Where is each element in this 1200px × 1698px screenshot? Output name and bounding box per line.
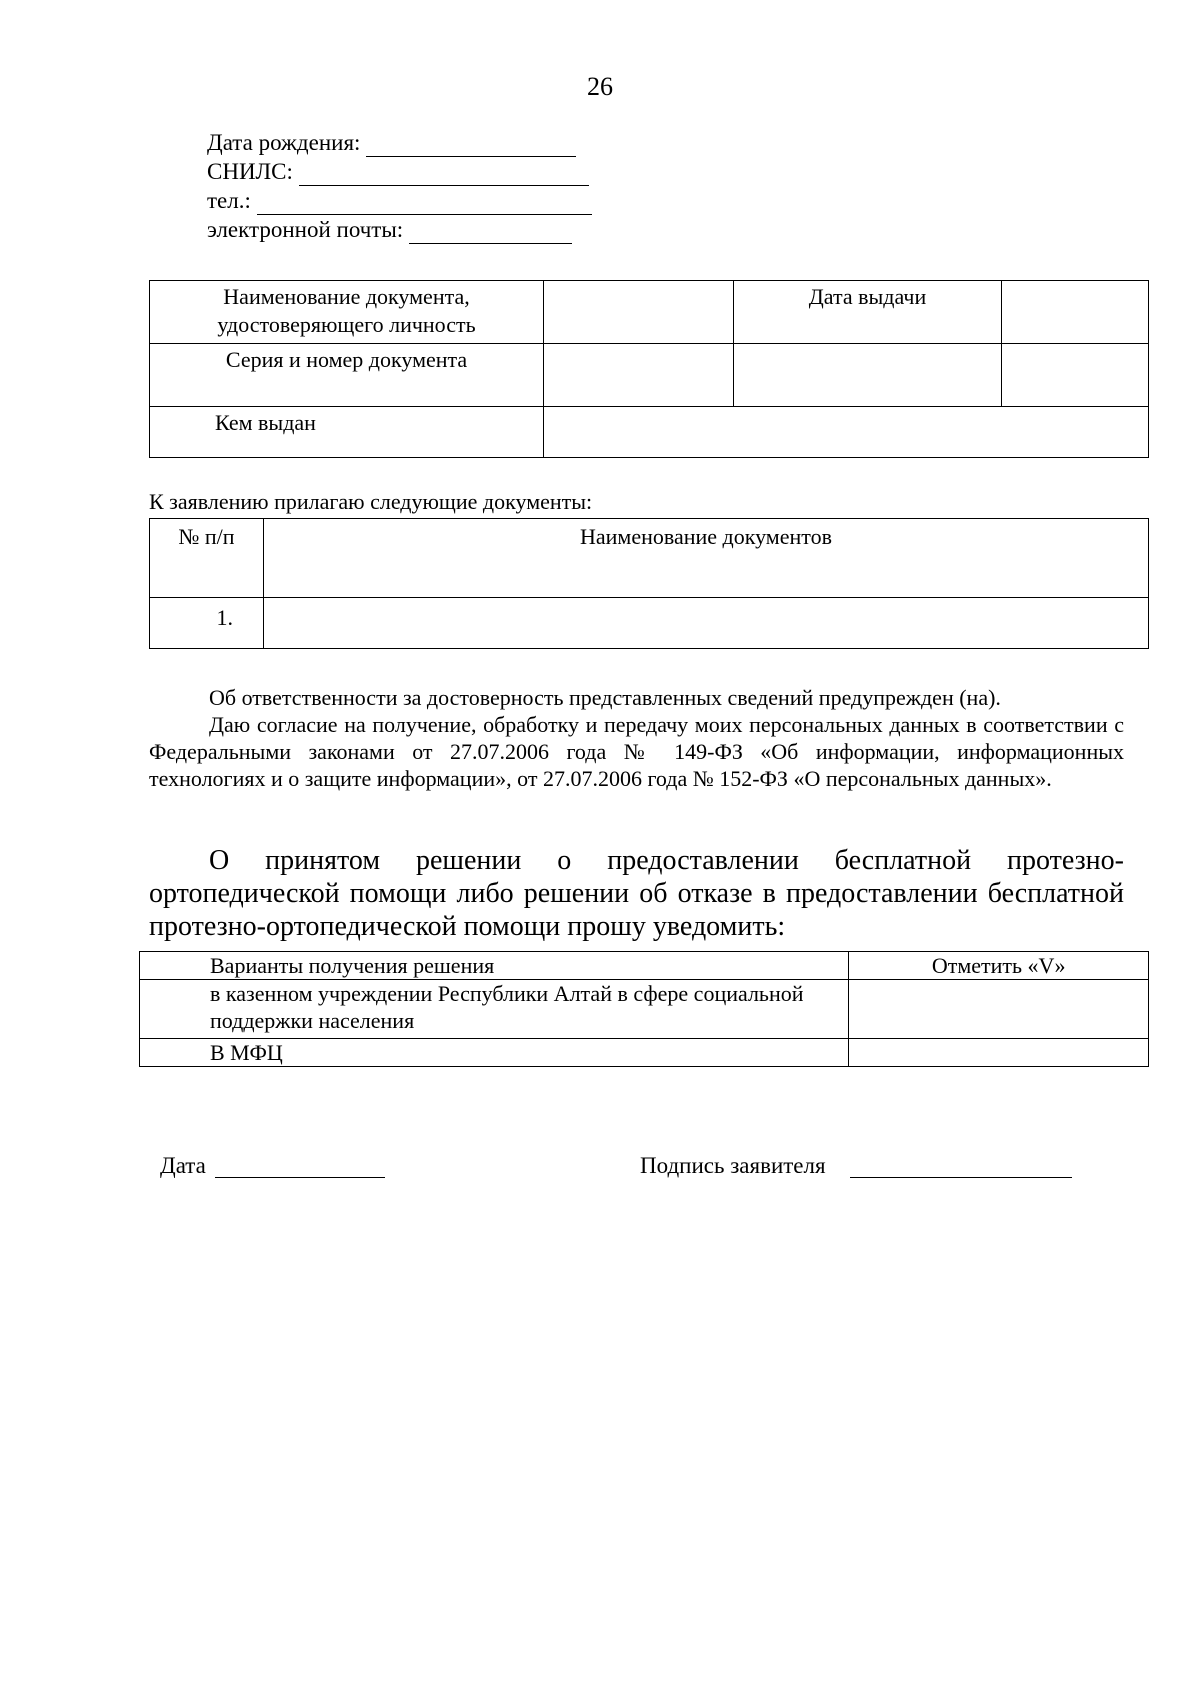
attachment-row-number: 1. [150,598,264,649]
doc-name-value-cell[interactable] [544,281,734,344]
col-name-header: Наименование документов [263,519,1148,598]
series-number-extra-cell[interactable] [734,344,1001,407]
snils-input-line[interactable] [299,165,589,186]
applicant-contact-fields [207,128,592,244]
doc-name-label: Наименование документа, удостоверяющего личность [150,281,544,344]
birth-date-input-line[interactable] [366,136,576,157]
notification-request-text: О принятом решении о предоставлении бесплатной протезно-ортопедической помощи либо решении об отказе в предоставлении бесплатной протезно-ортопедической помощи прошу уведомить: [149,845,1124,942]
col-number-header: № п/п [150,519,264,598]
birth-date-field [207,128,592,157]
phone-label: тел.: [207,188,251,213]
statements-block [149,684,1124,792]
decision-options-table [139,951,1149,1067]
issue-date-value-cell[interactable] [1001,281,1148,344]
liability-text: Об ответственности за достоверность представленных сведений предупрежден (на). [209,685,1001,710]
issued-by-label: Кем выдан [150,407,544,458]
series-number-label: Серия и номер документа [150,344,544,407]
signature-input-line[interactable] [850,1177,1072,1178]
signature-label: Подпись заявителя [640,1153,826,1178]
option-mfc-label: В МФЦ [140,1039,849,1067]
series-number-value-cell[interactable] [544,344,734,407]
attachments-table [149,518,1149,649]
mark-header: Отметить «V» [849,952,1149,980]
email-input-line[interactable] [409,223,572,244]
option-institution-mark-cell[interactable] [849,980,1149,1039]
option-institution-label: в казенном учреждении Республики Алтай в сфере социальной поддержки населения [140,980,849,1039]
notification-request [149,844,1124,943]
issue-date-label: Дата выдачи [734,281,1001,344]
identity-document-table [149,280,1149,458]
variants-header: Варианты получения решения [140,952,849,980]
email-field [207,215,592,244]
phone-input-line[interactable] [257,194,592,215]
attachments-caption: К заявлению прилагаю следующие документы: [149,489,593,514]
date-input-line[interactable] [215,1177,385,1178]
phone-field [207,186,592,215]
page-number: 26 [587,72,613,101]
issued-by-value-cell[interactable] [544,407,1149,458]
consent-statement [149,711,1124,792]
birth-date-label: Дата рождения: [207,130,361,155]
attachment-row-name-cell[interactable] [263,598,1148,649]
snils-label: СНИЛС: [207,159,293,184]
date-label: Дата [160,1153,206,1178]
liability-statement [149,684,1124,711]
series-number-extra-cell-2[interactable] [1001,344,1148,407]
email-label: электронной почты: [207,217,404,242]
snils-field [207,157,592,186]
option-mfc-mark-cell[interactable] [849,1039,1149,1067]
consent-text: Даю согласие на получение, обработку и передачу моих персональных данных в соответствии с Федеральными законами от 27.07.2006 года № 149-ФЗ «Об информации, информационных технологиях и о защите информации», от 27.07.2006 года № 152-ФЗ «О персональных данных». [149,712,1124,791]
